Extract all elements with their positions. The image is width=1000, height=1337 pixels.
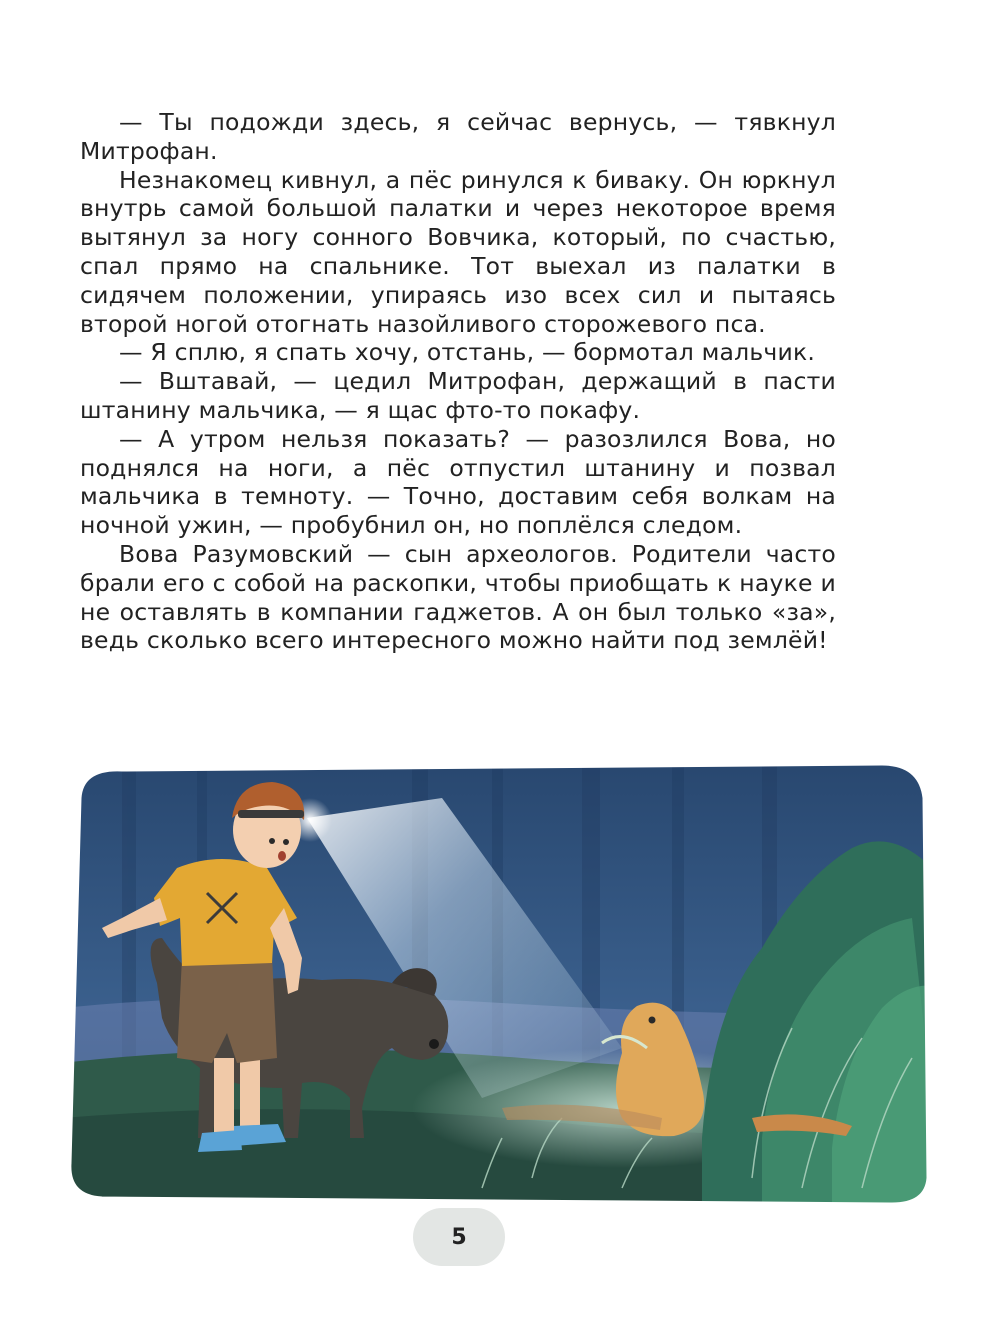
paragraph-3: — Я сплю, я спать хочу, отстань, — бормотал мальчик. [119,338,816,367]
paragraph-1: — Ты подожди здесь, я сейчас вернусь, — тявкнул Митрофан. [80,108,836,165]
paragraph-6: Вова Разумовский — сын археологов. Родители часто брали его с собой на раскопки, чтобы приобщать к науке и не оставлять в компании гаджетов. А он был только «за», ведь сколько всего интересного можно найти под землёй! [80,539,836,655]
illustration-night-scene [62,758,944,1210]
page-number-badge [413,1208,505,1266]
story-text [80,108,836,655]
paragraph-5: — А утром нельзя показать? — разозлился Вова, но поднялся на ноги, а пёс отпустил штанину и позвал мальчика в темноту. — Точно, доставим себя волкам на ночной ужин, — пробубнил он, но поплёлся следом. [80,424,836,540]
page-number: 5 [451,1224,467,1250]
paragraph-2: Незнакомец кивнул, а пёс ринулся к биваку. Он юркнул внутрь самой большой палатки и через некоторое время вытянул за ногу сонного Вовчика, который, по счастью, спал прямо на спальнике. Тот выехал из палатки в сидячем положении, упираясь изо всех сил и пытаясь второй ногой отогнать назойливого сторожевого пса. [80,165,836,338]
paragraph-4: — Вштавай, — цедил Митрофан, держащий в пасти штанину мальчика, — я щас фто-то покафу. [80,367,836,424]
